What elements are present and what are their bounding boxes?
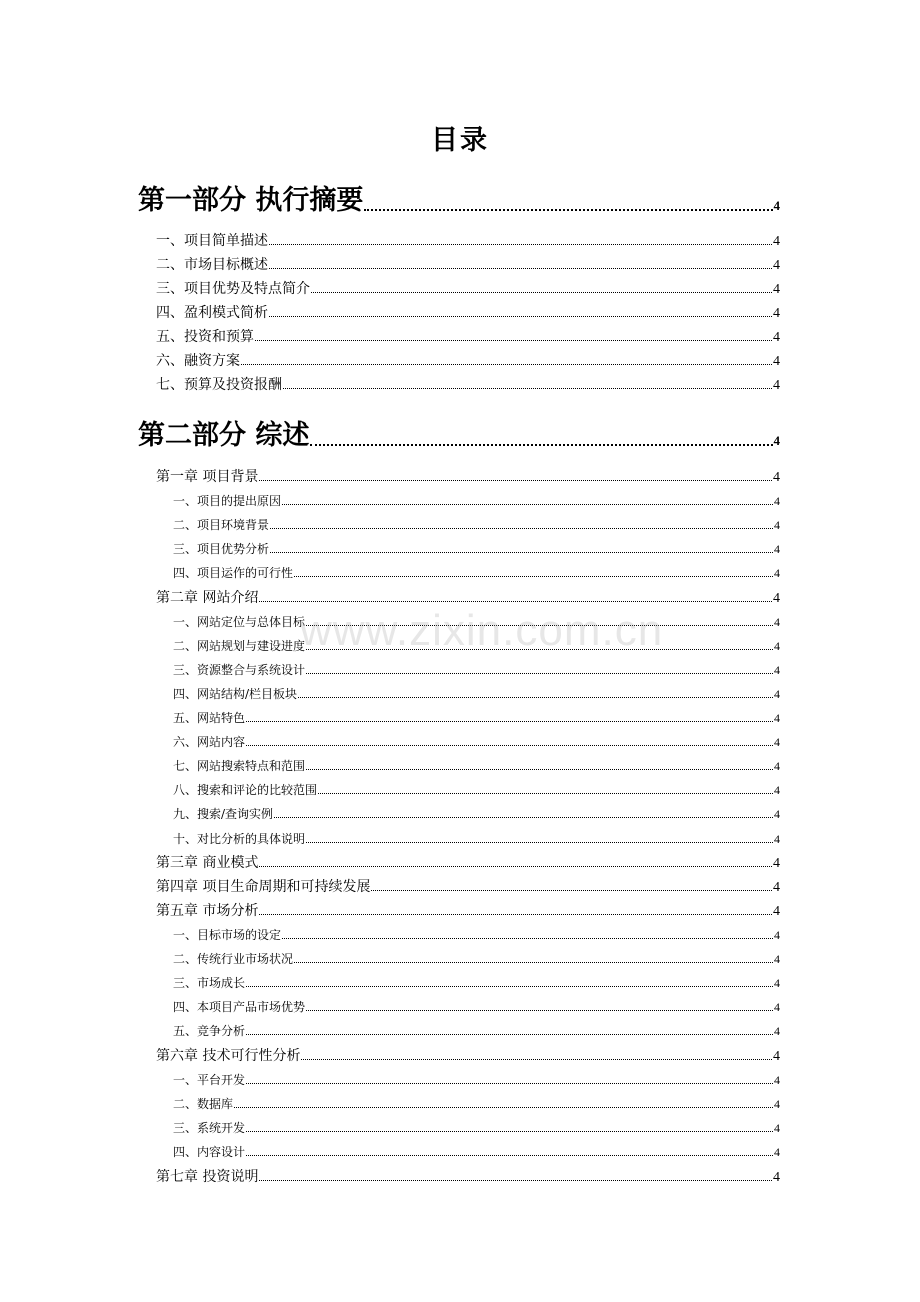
toc-subentry[interactable]	[173, 1116, 780, 1136]
toc-entry[interactable]	[156, 1043, 780, 1065]
dot-leader	[310, 444, 772, 446]
toc-subentry[interactable]	[173, 634, 780, 654]
toc-subentry[interactable]	[173, 658, 780, 678]
toc-page-number: 4	[773, 330, 780, 345]
toc-subentry[interactable]	[173, 947, 780, 967]
dot-leader	[234, 1107, 773, 1108]
toc-subentry[interactable]	[173, 1019, 780, 1039]
dot-leader	[306, 673, 773, 674]
toc-entry-label: 一、项目的提出原因	[173, 494, 282, 508]
toc-page-number: 4	[773, 856, 780, 871]
watermark: www.zixin.com.cn	[300, 606, 664, 655]
toc-entry-label: 三、项目优势及特点简介	[156, 281, 310, 297]
toc-entry-label: 第四章 项目生命周期和可持续发展	[156, 879, 371, 895]
toc-page-number: 4	[773, 880, 780, 895]
toc-part-entry[interactable]	[138, 416, 780, 452]
toc-page-number: 4	[774, 976, 780, 990]
toc-page-number: 4	[774, 566, 780, 580]
toc-entry-label: 八、搜索和评论的比较范围	[173, 783, 318, 797]
dot-leader	[306, 625, 773, 626]
toc-entry-label: 四、本项目产品市场优势	[173, 1000, 306, 1014]
toc-entry-label: 七、预算及投资报酬	[156, 377, 282, 393]
dot-leader	[259, 1180, 772, 1181]
toc-entry-label: 三、资源整合与系统设计	[173, 663, 306, 677]
toc-subentry[interactable]	[173, 971, 780, 991]
dot-leader	[270, 528, 773, 529]
toc-entry[interactable]	[156, 898, 780, 920]
toc-subentry[interactable]	[173, 610, 780, 630]
toc-page-number: 4	[774, 494, 780, 508]
toc-page-number: 4	[773, 433, 780, 448]
toc-subentry[interactable]	[173, 1068, 780, 1088]
toc-entry-label: 六、融资方案	[156, 353, 240, 369]
dot-leader	[306, 1010, 773, 1011]
toc-page-number: 4	[773, 1049, 780, 1064]
toc-page-number: 4	[774, 1145, 780, 1159]
toc-page-number: 4	[773, 198, 780, 213]
toc-entry-label: 三、市场成长	[173, 976, 246, 990]
dot-leader	[246, 1131, 773, 1132]
toc-page-number: 4	[774, 542, 780, 556]
dot-leader	[306, 769, 773, 770]
toc-entry[interactable]	[156, 1164, 780, 1186]
toc-entry-label: 二、市场目标概述	[156, 257, 268, 273]
toc-subentry[interactable]	[173, 802, 780, 822]
toc-entry[interactable]	[156, 300, 780, 322]
dot-leader	[246, 745, 773, 746]
toc-page-number: 4	[774, 663, 780, 677]
toc-entry-label: 六、网站内容	[173, 735, 246, 749]
toc-page-number: 4	[774, 639, 780, 653]
toc-entry-label: 四、盈利模式简析	[156, 305, 268, 321]
toc-subentry[interactable]	[173, 730, 780, 750]
toc-page-number: 4	[773, 354, 780, 369]
toc-entry-label: 二、网站规划与建设进度	[173, 639, 306, 653]
toc-entry-label: 二、数据库	[173, 1097, 234, 1111]
toc-entry-label: 三、项目优势分析	[173, 542, 270, 556]
dot-leader	[259, 866, 772, 867]
toc-entry-label: 一、网站定位与总体目标	[173, 615, 306, 629]
toc-entry-label: 四、内容设计	[173, 1145, 246, 1159]
toc-entry-label: 五、网站特色	[173, 711, 246, 725]
dot-leader	[246, 1155, 773, 1156]
toc-subentry[interactable]	[173, 923, 780, 943]
toc-entry-label: 一、平台开发	[173, 1073, 246, 1087]
toc-subentry[interactable]	[173, 513, 780, 533]
dot-leader	[246, 721, 773, 722]
dot-leader	[274, 817, 773, 818]
toc-page-number: 4	[774, 928, 780, 942]
toc-subentry[interactable]	[173, 1140, 780, 1160]
toc-entry-label: 第一章 项目背景	[156, 469, 259, 485]
dot-leader	[269, 268, 772, 269]
toc-subentry[interactable]	[173, 827, 780, 847]
dot-leader	[306, 649, 773, 650]
toc-entry-label: 第六章 技术可行性分析	[156, 1048, 301, 1064]
dot-leader	[298, 697, 773, 698]
toc-page-number: 4	[773, 282, 780, 297]
toc-page-number: 4	[773, 234, 780, 249]
toc-page-number: 4	[774, 832, 780, 846]
toc-part-entry[interactable]	[138, 181, 780, 217]
toc-page-number: 4	[774, 1024, 780, 1038]
dot-leader	[259, 480, 772, 481]
dot-leader	[259, 914, 772, 915]
toc-entry-label: 五、竞争分析	[173, 1024, 246, 1038]
toc-page-number: 4	[774, 783, 780, 797]
dot-leader	[241, 364, 772, 365]
toc-subentry[interactable]	[173, 778, 780, 798]
toc-entry[interactable]	[156, 324, 780, 346]
dot-leader	[255, 340, 772, 341]
toc-entry-label: 二、项目环境背景	[173, 518, 270, 532]
toc-entry[interactable]	[156, 850, 780, 872]
toc-entry-label: 第二章 网站介绍	[156, 590, 259, 606]
toc-page-number: 4	[774, 615, 780, 629]
toc-entry[interactable]	[156, 252, 780, 274]
toc-entry-label: 四、项目运作的可行性	[173, 566, 294, 580]
dot-leader	[294, 962, 773, 963]
dot-leader	[246, 1034, 773, 1035]
dot-leader	[371, 890, 772, 891]
toc-entry[interactable]	[156, 228, 780, 250]
toc-page-number: 4	[774, 1121, 780, 1135]
toc-page-number: 4	[774, 735, 780, 749]
dot-leader	[318, 793, 773, 794]
toc-page-number: 4	[774, 1073, 780, 1087]
dot-leader	[301, 1059, 772, 1060]
toc-entry-label: 第三章 商业模式	[156, 855, 259, 871]
toc-page-number: 4	[774, 687, 780, 701]
toc-entry-label: 三、系统开发	[173, 1121, 246, 1135]
toc-entry-label: 二、传统行业市场状况	[173, 952, 294, 966]
toc-entry-label: 一、项目简单描述	[156, 233, 268, 249]
toc-subentry[interactable]	[173, 489, 780, 509]
dot-leader	[282, 938, 773, 939]
toc-page-number: 4	[774, 952, 780, 966]
dot-leader	[246, 986, 773, 987]
dot-leader	[270, 552, 773, 553]
toc-page-number: 4	[773, 904, 780, 919]
toc-entry-label: 第一部分 执行摘要	[138, 185, 364, 216]
toc-page-number: 4	[774, 518, 780, 532]
toc-page-number: 4	[774, 759, 780, 773]
toc-page-number: 4	[773, 591, 780, 606]
toc-entry-label: 第七章 投资说明	[156, 1169, 259, 1185]
toc-page-number: 4	[773, 258, 780, 273]
toc-page-number: 4	[773, 1170, 780, 1185]
toc-subentry[interactable]	[173, 561, 780, 581]
toc-page-number: 4	[774, 807, 780, 821]
toc-entry-label: 四、网站结构/栏目板块	[173, 687, 298, 701]
dot-leader	[294, 576, 773, 577]
toc-entry-label: 七、网站搜索特点和范围	[173, 759, 306, 773]
toc-page-number: 4	[774, 1000, 780, 1014]
toc-entry-label: 九、搜索/查询实例	[173, 807, 274, 821]
toc-entry-label: 第五章 市场分析	[156, 903, 259, 919]
toc-subentry[interactable]	[173, 754, 780, 774]
dot-leader	[282, 504, 773, 505]
toc-entry-label: 一、目标市场的设定	[173, 928, 282, 942]
dot-leader	[259, 601, 772, 602]
toc-subentry[interactable]	[173, 1092, 780, 1112]
toc-entry[interactable]	[156, 276, 780, 298]
toc-entry[interactable]	[156, 585, 780, 607]
dot-leader	[269, 316, 772, 317]
toc-page-number: 4	[774, 1097, 780, 1111]
toc-subentry[interactable]	[173, 706, 780, 726]
toc-page-number: 4	[773, 378, 780, 393]
toc-entry[interactable]	[156, 874, 780, 896]
dot-leader	[311, 292, 772, 293]
dot-leader	[246, 1083, 773, 1084]
toc-entry-label: 十、对比分析的具体说明	[173, 832, 306, 846]
dot-leader	[283, 388, 772, 389]
toc-title: 目录	[431, 125, 489, 156]
toc-entry[interactable]	[156, 372, 780, 394]
toc-page-number: 4	[773, 306, 780, 321]
dot-leader	[306, 842, 773, 843]
toc-page-number: 4	[774, 711, 780, 725]
toc-entry[interactable]	[156, 464, 780, 486]
toc-page-number: 4	[773, 470, 780, 485]
dot-leader	[269, 244, 772, 245]
dot-leader	[364, 209, 772, 211]
toc-subentry[interactable]	[173, 995, 780, 1015]
toc-entry[interactable]	[156, 348, 780, 370]
toc-entry-label: 第二部分 综述	[138, 420, 310, 451]
toc-subentry[interactable]	[173, 682, 780, 702]
toc-entry-label: 五、投资和预算	[156, 329, 254, 345]
toc-subentry[interactable]	[173, 537, 780, 557]
